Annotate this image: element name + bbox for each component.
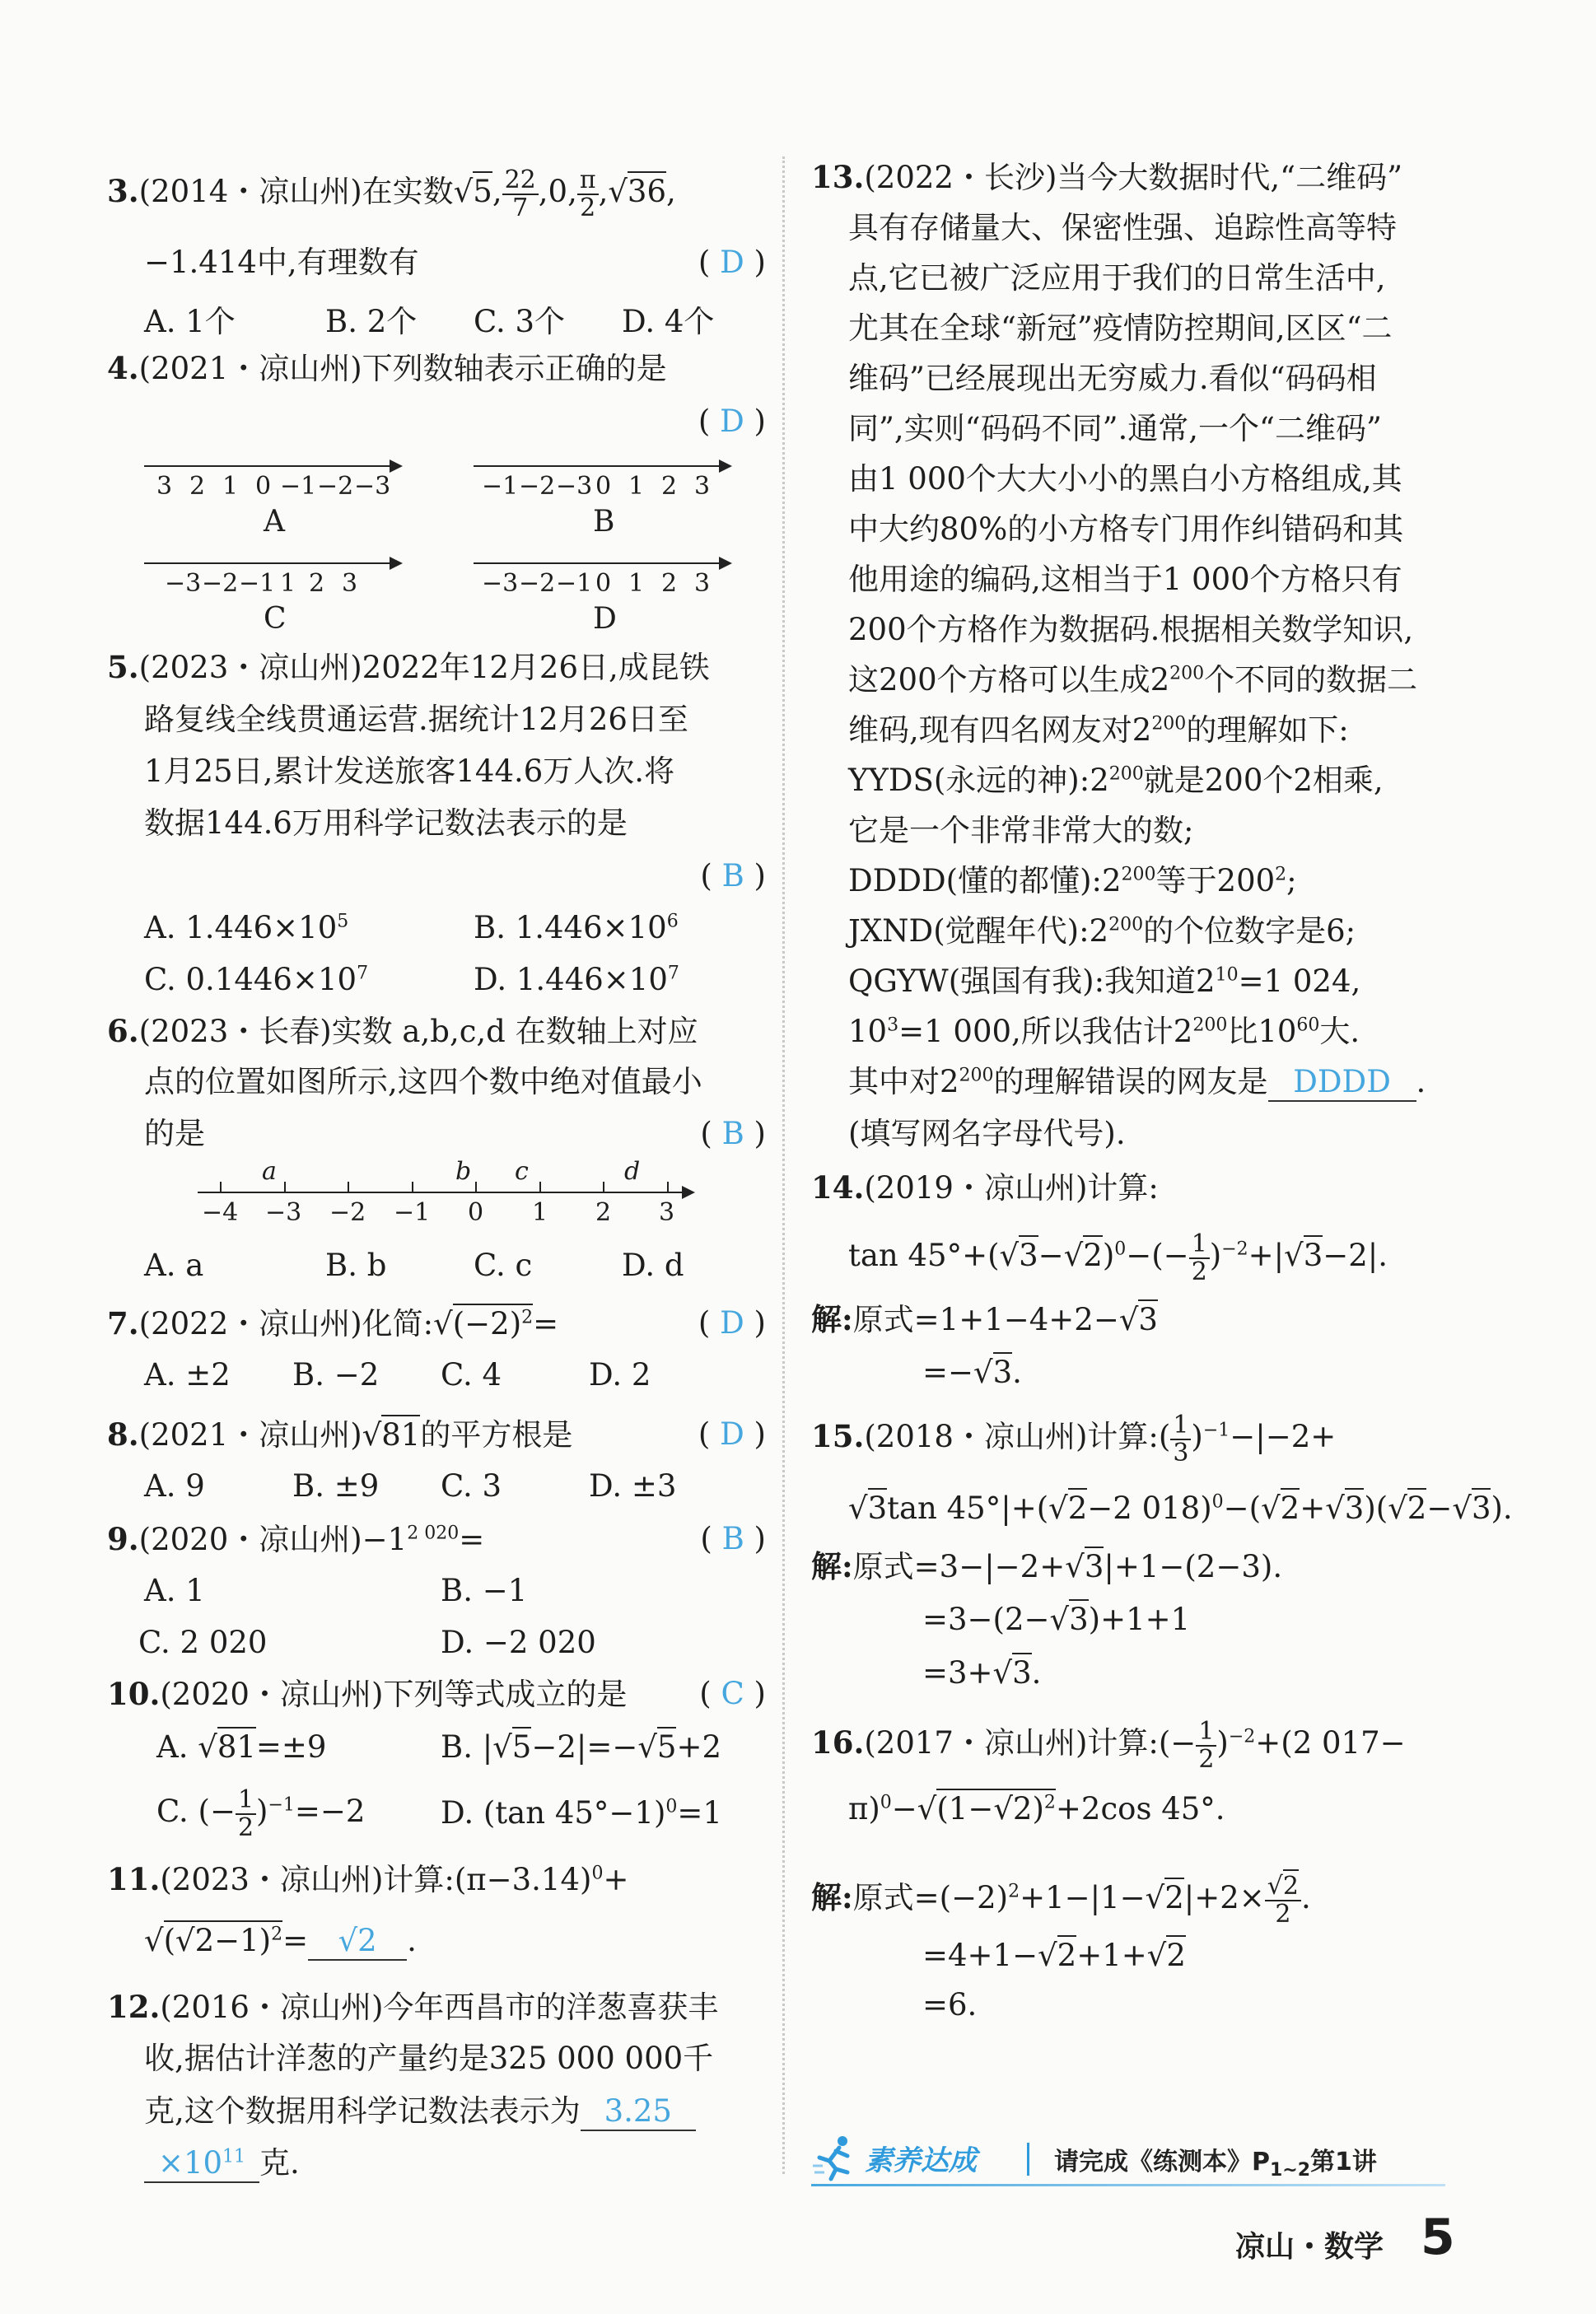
q10-option-b: B. |√5−2|=−√5+2 — [441, 1729, 721, 1765]
q3-line1: 3.(2014・凉山州)在实数√5, $\frac{22}{7}$ ,0, $\frac{\pi}{2}$ ,√36, — [107, 166, 676, 222]
q5-line3: 1月25日,累计发送旅客144.6万人次.将 — [144, 753, 675, 789]
q10-stem: 10.(2020・凉山州)下列等式成立的是 — [107, 1676, 628, 1712]
q5-line2: 路复线全线贯通运营.据统计12月26日至 — [144, 702, 688, 737]
q15-solution-2: =3−(2−√3)+1+1 — [922, 1602, 1190, 1638]
q11-line1: 11.(2023・凉山州)计算$:(\pi-3.14)^0+$ — [107, 1861, 629, 1897]
q6-number-line: −4 −3 −2 −1 0 1 2 3 a b c d — [198, 1192, 708, 1257]
q5-answer: ( B ) — [700, 858, 766, 893]
q13-line2: 具有存储量大、保密性强、追踪性高等特 — [848, 210, 1397, 245]
q6-option-b: B. b — [325, 1248, 387, 1283]
q16-solution-3: =6. — [922, 1987, 978, 2022]
q5-option-d: D. $1.446\times 10^7$ — [474, 962, 679, 997]
q9-option-c: C. 2 020 — [138, 1625, 268, 1660]
footer-task-band — [811, 2133, 1454, 2190]
q12-answer-blank-2: $\times 10^{11}$ — [144, 2145, 259, 2183]
q8-option-d: D. ±3 — [589, 1468, 677, 1504]
q4-axis-a: 3 2 1 0 −1 −2 −3 A — [144, 465, 408, 539]
q9-option-d: D. −2 020 — [441, 1625, 596, 1660]
q13-line7: 由1 000个大大小小的黑白小方格组成,其 — [848, 461, 1402, 497]
q14-stem: 14.(2019・凉山州)计算: — [811, 1169, 1159, 1206]
q13-line3: 点,它已被广泛应用于我们的日常生活中, — [848, 260, 1386, 296]
q12-line3: 克,这个数据用科学记数法表示为 3.25 — [144, 2093, 696, 2131]
q15-solution-1: 解:原式=3−|−2+√3|+1−(2−3). — [811, 1548, 1283, 1584]
q6-option-d: D. d — [622, 1248, 684, 1283]
q4-axis-c: −3 −2 −1 1 2 3 C — [144, 562, 408, 637]
q16-solution-2: =4+1−√2+1+√2 — [922, 1938, 1186, 1974]
q13-line11: 这200个方格可以生成$2^{200}$个不同的数据二 — [848, 662, 1418, 697]
q7-option-c: C. 4 — [441, 1357, 502, 1393]
q13-line20: (填写网名字母代号). — [848, 1116, 1126, 1151]
q3-option-a: A. 1个 — [144, 304, 236, 339]
q6-line3: 的是 — [144, 1116, 205, 1151]
q13-line8: 中大约80%的小方格专门用作纠错码和其 — [848, 511, 1404, 547]
q13-line4: 尤其在全球“新冠”疫情防控期间,区区“二 — [848, 310, 1393, 346]
q13-line15: DDDD(懂的都懂)$:2^{200}$等于$200^2$; — [848, 863, 1297, 898]
q13-line1: 13.(2022・长沙)当今大数据时代,“二维码” — [811, 159, 1402, 195]
q14-expression: $\tan 45^\circ+(√3-√2)^0-(-$ $\frac{1}{2}$ )$^{-2}$+|√3−2|. — [848, 1229, 1388, 1286]
q16-solution-1: 解:原式$=(-2)^2+1-|1-√2|+2\times$ $\frac{√2}{2}$ . — [811, 1873, 1311, 1927]
q7-option-a: A. ±2 — [144, 1357, 231, 1393]
q15-line1: 15.(2018・凉山州)计算:( $\frac{1}{3}$ )$^{-1}$−|−2+ — [811, 1411, 1337, 1467]
q13-line19: 其中对$2^{200}$的理解错误的网友是 DDDD . — [848, 1064, 1426, 1102]
q12-answer-blank-1: 3.25 — [581, 2093, 696, 2131]
q11-answer-blank: √2 — [308, 1923, 407, 1961]
q13-line5: 维码”已经展现出无穷威力.看似“码码相 — [848, 361, 1377, 396]
band-underline — [811, 2184, 1445, 2186]
q16-line2: $\pi)^0-√(1-√2)^2+2\cos$ 45°. — [848, 1791, 1225, 1827]
q3-option-b: B. 2个 — [325, 304, 418, 339]
q9-option-a: A. 1 — [144, 1573, 205, 1608]
q10-option-a: A. √81=±9 — [156, 1729, 326, 1765]
q14-solution-1: 解:原式=1+1−4+2−√3 — [811, 1301, 1158, 1337]
q6-option-c: C. c — [474, 1248, 533, 1283]
q4-axis-d: −3 −2 −1 0 1 2 3 D — [474, 562, 737, 637]
q3-option-d: D. 4个 — [622, 304, 715, 339]
q13-line14: 它是一个非常非常大的数; — [848, 813, 1194, 848]
q6-answer: ( B ) — [700, 1116, 766, 1151]
q13-line18: $10^3=1$ 000,所以我估计$2^{200}$比$10^{60}$大. — [848, 1014, 1360, 1049]
column-divider — [782, 156, 785, 2174]
q10-option-c: C. (− $\frac{1}{2}$ )$^{-1}$=−2 — [156, 1785, 366, 1842]
q7-option-d: D. 2 — [589, 1357, 651, 1393]
q13-line10: 200个方格作为数据码.根据相关数学知识, — [848, 612, 1414, 647]
q12-line2: 收,据估计洋葱的产量约是325 000 000千 — [144, 2041, 714, 2076]
q14-solution-2: =−√3. — [922, 1355, 1022, 1391]
q5-option-b: B. $1.446\times 10^6$ — [474, 910, 679, 945]
q5-line4: 数据144.6万用科学记数法表示的是 — [144, 805, 628, 841]
q16-line1: 16.(2017・凉山州)计算:(− $\frac{1}{2}$ )$^{-2}$+(2 017− — [811, 1717, 1406, 1774]
runner-icon — [811, 2133, 861, 2182]
q13-line9: 他用途的编码,这相当于1 000个方格只有 — [848, 562, 1402, 597]
q5-option-c: C. $0.1446\times 10^7$ — [144, 962, 369, 997]
literacy-badge: 素养达成 — [865, 2144, 977, 2177]
q4-stem: 4.(2021・凉山州)下列数轴表示正确的是 — [107, 350, 667, 386]
q13-line13: YYDS(永远的神)$:2^{200}$就是200个2相乘, — [848, 763, 1384, 798]
q13-line12: 维码,现有四名网友对$2^{200}$的理解如下: — [848, 712, 1349, 748]
q8-option-b: B. ±9 — [292, 1468, 380, 1504]
q7-answer: ( D ) — [698, 1305, 766, 1341]
q3-line2: −1.414中,有理数有 — [144, 245, 419, 280]
workbook-task: 请完成《练测本》$P_{1\sim 2}$第1讲 — [1054, 2148, 1377, 2181]
q5-line1: 5.(2023・凉山州)2022年12月26日,成昆铁 — [107, 649, 710, 685]
q6-option-a: A. a — [144, 1248, 204, 1283]
region-subject: 凉山・数学 — [1235, 2230, 1384, 2264]
q7-option-b: B. −2 — [292, 1357, 380, 1393]
badge-divider — [1027, 2143, 1029, 2176]
q13-line17: QGYW(强国有我):我知道$2^{10}=1$ 024, — [848, 963, 1361, 999]
q8-answer: ( D ) — [698, 1416, 766, 1452]
q8-option-a: A. 9 — [144, 1468, 205, 1504]
q5-option-a: A. $1.446\times 10^5$ — [144, 910, 349, 945]
q13-line16: JXND(觉醒年代)$:2^{200}$的个位数字是6; — [848, 913, 1356, 949]
page-number: 5 — [1421, 2209, 1455, 2266]
q15-solution-3: =3+√3. — [922, 1655, 1041, 1691]
q13-answer-blank: DDDD — [1268, 1064, 1416, 1102]
q4-axis-b: −1 −2 −3 0 1 2 3 B — [474, 465, 737, 539]
q3-answer: ( D ) — [698, 245, 766, 280]
q12-line1: 12.(2016・凉山州)今年西昌市的洋葱喜获丰 — [107, 1989, 719, 2025]
q13-line6: 同”,实则“码码不同”.通常,一个“二维码” — [848, 411, 1382, 446]
q15-line2: √3tan 45°|+(√2−2 018)$^0$−(√2+√3)(√2−√3). — [848, 1491, 1513, 1527]
q4-answer: ( D ) — [698, 404, 766, 439]
q11-line2: $√(√2-1)^2= √2$ . — [144, 1923, 417, 1961]
q8-option-c: C. 3 — [441, 1468, 502, 1504]
q9-option-b: B. −1 — [441, 1573, 528, 1608]
q8-stem: 8.(2021・凉山州)√81的平方根是 — [107, 1416, 573, 1453]
q6-line2: 点的位置如图所示,这四个数中绝对值最小 — [144, 1064, 702, 1099]
q10-answer: ( C ) — [699, 1676, 766, 1711]
q10-option-d: D. (tan 45°−1)$^0$=1 — [441, 1795, 722, 1831]
q9-stem: 9.(2020・凉山州)$-1^{2 020}=$ — [107, 1521, 485, 1557]
q6-line1: 6.(2023・长春)实数 a,b,c,d 在数轴上对应 — [107, 1013, 698, 1049]
q12-line4: $\times 10^{11}$ 克. — [144, 2145, 300, 2183]
q7-stem: 7.(2022・凉山州)化简$:√(-2)^2=$ — [107, 1305, 559, 1341]
q9-answer: ( B ) — [700, 1521, 766, 1556]
q3-option-c: C. 3个 — [474, 304, 566, 339]
